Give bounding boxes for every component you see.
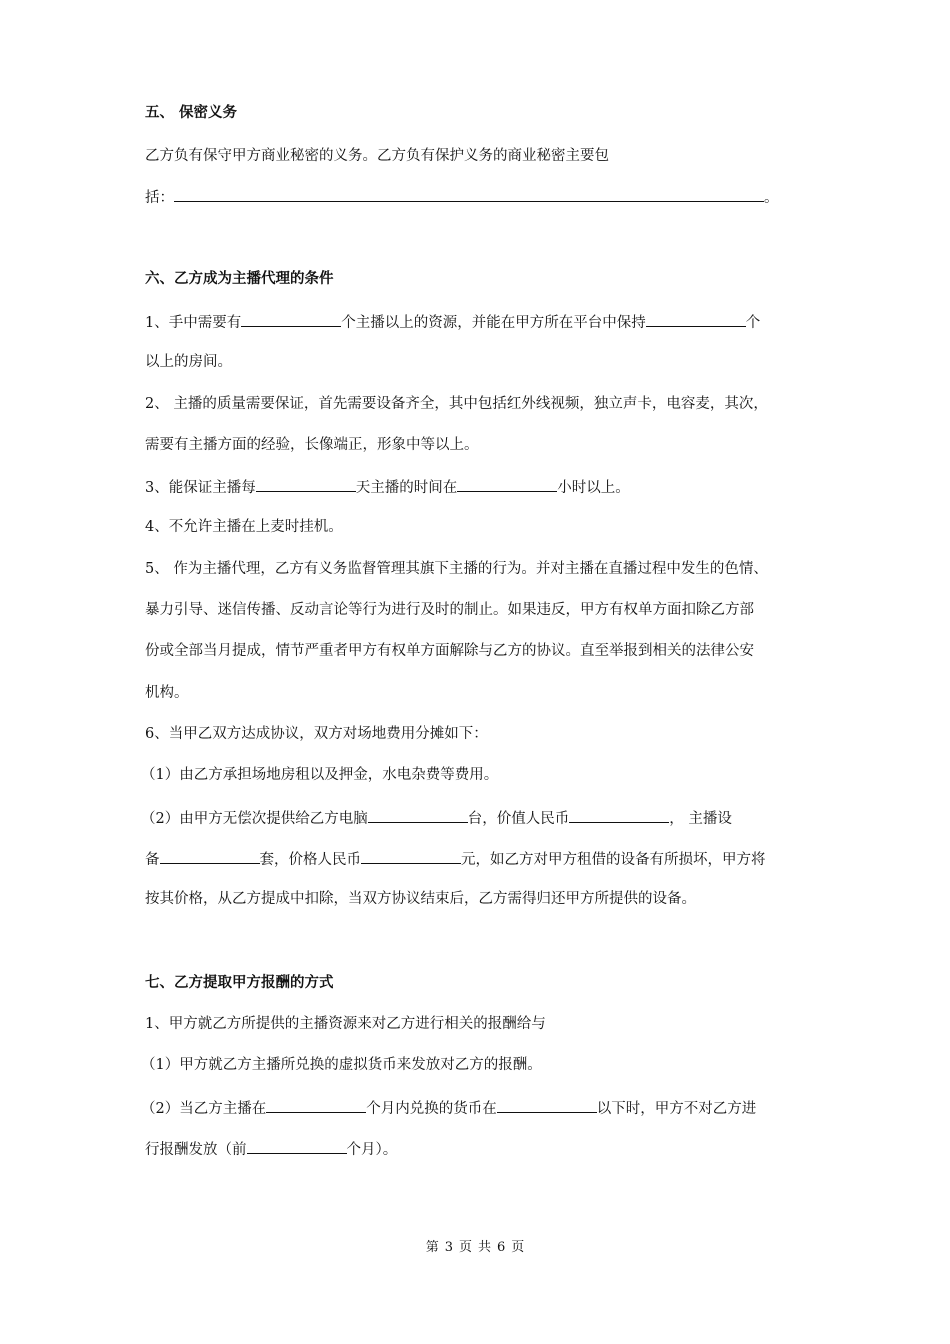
section-6-item-2-cont: 需要有主播方面的经验，长像端正，形象中等以上。 bbox=[145, 437, 479, 453]
fill-blank[interactable] bbox=[569, 807, 669, 823]
section-6-item-3 bbox=[145, 476, 630, 498]
text-span: 小时以上。 bbox=[557, 480, 630, 496]
text-span: 台，价值人民币 bbox=[467, 811, 570, 827]
fill-blank[interactable] bbox=[497, 1097, 597, 1113]
text-span: 个月）。 bbox=[346, 1142, 398, 1158]
text-span: 1、手中需要有 bbox=[145, 315, 242, 331]
section-6-item-4: 4、不允许主播在上麦时挂机。 bbox=[145, 519, 343, 535]
section-6-item-5-cont: 机构。 bbox=[145, 685, 189, 701]
fill-blank[interactable] bbox=[457, 476, 557, 492]
footer-text: 页 bbox=[458, 1240, 472, 1255]
section-6-item-6-2-cont: 按其价格，从乙方提成中扣除，当双方协议结束后，乙方需得归还甲方所提供的设备。 bbox=[145, 891, 696, 907]
section-6-item-5-cont: 暴力引导、迷信传播、反动言论等行为进行及时的制止。如果违反，甲方有权单方面扣除乙方部 bbox=[145, 602, 754, 618]
text-span: （2）由甲方无偿次提供给乙方电脑 bbox=[141, 811, 368, 827]
fill-blank[interactable] bbox=[247, 1138, 347, 1154]
fill-blank[interactable] bbox=[174, 186, 764, 202]
section-5-paragraph: 乙方负有保守甲方商业秘密的义务。乙方负有保护义务的商业秘密主要包 bbox=[145, 148, 609, 164]
text-span: 个 bbox=[745, 315, 761, 331]
fill-blank[interactable] bbox=[266, 1097, 366, 1113]
section-5-paragraph-cont bbox=[145, 186, 779, 208]
fill-blank[interactable] bbox=[361, 848, 461, 864]
section-6-title: 六、乙方成为主播代理的条件 bbox=[145, 271, 334, 287]
fill-blank[interactable] bbox=[368, 807, 468, 823]
text-span: 括： bbox=[145, 190, 174, 206]
fill-blank[interactable] bbox=[256, 476, 356, 492]
footer-text: 共 bbox=[478, 1240, 492, 1255]
text-span: ， 主播设 bbox=[669, 811, 732, 827]
section-7-item-1-1: （1）甲方就乙方主播所兑换的虚拟货币来发放对乙方的报酬。 bbox=[141, 1057, 542, 1073]
fill-blank[interactable] bbox=[160, 848, 260, 864]
page-footer bbox=[0, 1236, 950, 1255]
section-6-item-1 bbox=[145, 311, 760, 333]
text-span: 套，价格人民币 bbox=[259, 852, 361, 868]
fill-blank[interactable] bbox=[646, 311, 746, 327]
text-span: （2）当乙方主播在 bbox=[141, 1101, 267, 1117]
footer-text: 页 bbox=[511, 1240, 525, 1255]
text-span: 行报酬发放（前 bbox=[145, 1142, 247, 1158]
text-span: 天主播的时间在 bbox=[355, 480, 458, 496]
section-6-item-5: 5、 作为主播代理，乙方有义务监督管理其旗下主播的行为。并对主播在直播过程中发生的色情、 bbox=[145, 561, 768, 577]
section-6-item-5-cont: 份或全部当月提成，情节严重者甲方有权单方面解除与乙方的协议。直至举报到相关的法律公安 bbox=[145, 643, 754, 659]
fill-blank[interactable] bbox=[241, 311, 341, 327]
section-7-item-1: 1、甲方就乙方所提供的主播资源来对乙方进行相关的报酬给与 bbox=[145, 1016, 546, 1032]
text-span: 备 bbox=[145, 852, 160, 868]
current-page-number: 3 bbox=[444, 1240, 453, 1255]
text-span: 以下时，甲方不对乙方进 bbox=[596, 1101, 757, 1117]
section-6-item-6-1: （1）由乙方承担场地房租以及押金，水电杂费等费用。 bbox=[141, 767, 499, 783]
section-6-item-6-2-cont bbox=[145, 848, 766, 870]
text-span: 。 bbox=[764, 190, 779, 206]
text-span: 个主播以上的资源，并能在甲方所在平台中保持 bbox=[341, 315, 646, 331]
section-5-title: 五、 保密义务 bbox=[145, 105, 238, 121]
text-span: 元，如乙方对甲方租借的设备有所损坏，甲方将 bbox=[461, 852, 766, 868]
section-6-item-6-2 bbox=[141, 807, 732, 829]
section-6-item-1-cont: 以上的房间。 bbox=[145, 354, 232, 370]
section-6-item-6: 6、当甲乙双方达成协议，双方对场地费用分摊如下： bbox=[145, 726, 488, 742]
total-page-count: 6 bbox=[497, 1240, 506, 1255]
text-span: 个月内兑换的货币在 bbox=[366, 1101, 497, 1117]
section-6-item-2: 2、 主播的质量需要保证，首先需要设备齐全，其中包括红外线视频，独立声卡，电容麦，其次， bbox=[145, 396, 768, 412]
text-span: 3、能保证主播每 bbox=[145, 480, 256, 496]
section-7-item-1-2-cont bbox=[145, 1138, 397, 1160]
section-7-item-1-2 bbox=[141, 1097, 756, 1119]
section-7-title: 七、乙方提取甲方报酬的方式 bbox=[145, 975, 334, 991]
footer-text: 第 bbox=[425, 1240, 439, 1255]
